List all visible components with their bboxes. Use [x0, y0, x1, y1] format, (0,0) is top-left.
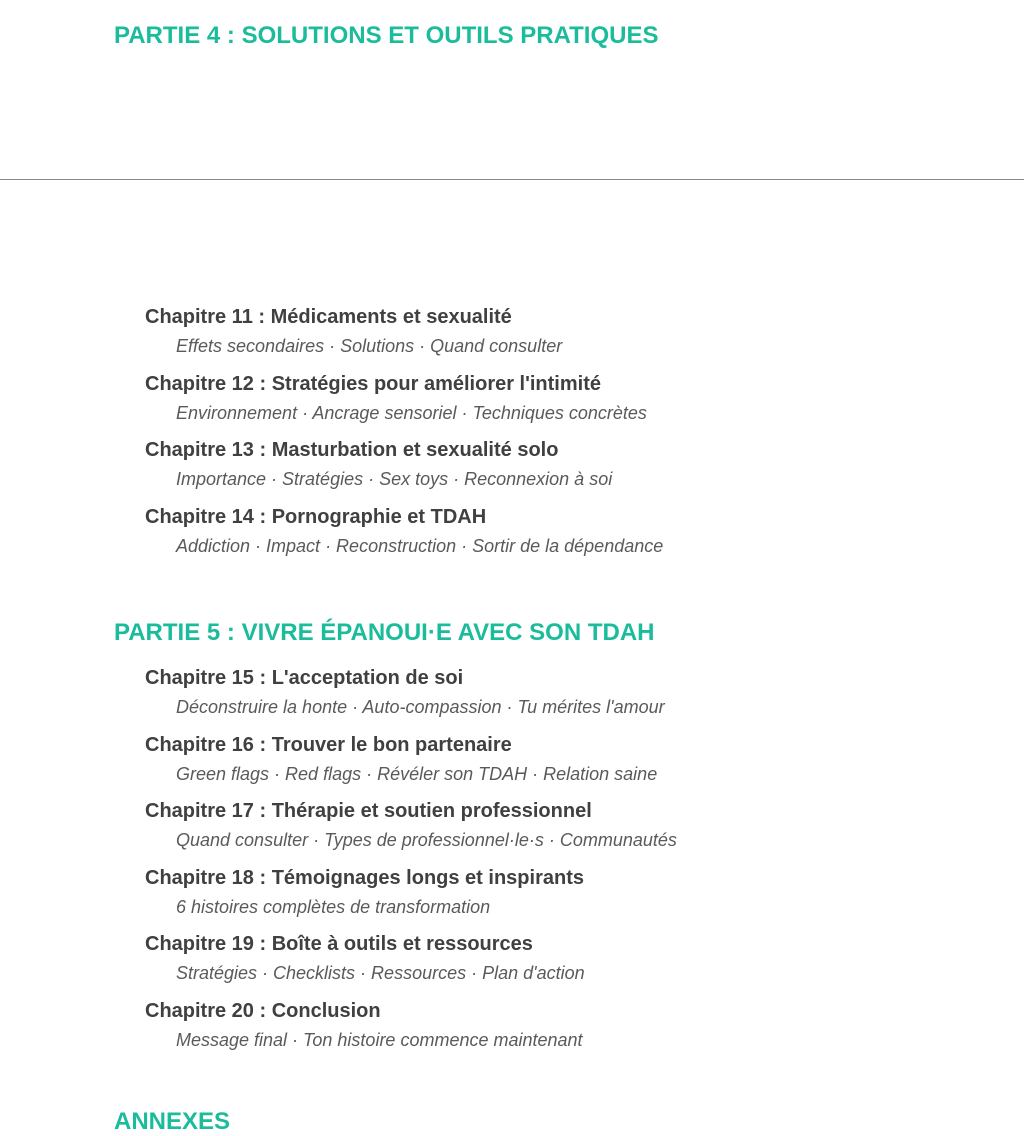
part-4-heading: PARTIE 4 : SOLUTIONS ET OUTILS PRATIQUES: [114, 22, 659, 49]
page-break-divider: [0, 179, 1024, 180]
chapter-20-entry: [145, 997, 677, 1064]
chapter-subtitle: Addiction · Impact · Reconstruction · Sortir de la dépendance: [176, 535, 664, 556]
chapter-subtitle: Environnement · Ancrage sensoriel · Techniques concrètes: [176, 402, 647, 423]
chapter-subtitle: 6 histoires complètes de transformation: [176, 896, 491, 917]
chapter-subtitle: Quand consulter · Types de professionnel·le·s · Communautés: [176, 830, 677, 851]
chapter-title: Chapitre 16 : Trouver le bon partenaire: [145, 733, 512, 756]
chapter-title: Chapitre 11 : Médicaments et sexualité: [145, 306, 512, 328]
chapter-subtitle: Effets secondaires · Solutions · Quand consulter: [176, 336, 563, 356]
chapter-title: Chapitre 17 : Thérapie et soutien professionnel: [145, 800, 592, 823]
part-5-heading: PARTIE 5 : VIVRE ÉPANOUI·E AVEC SON TDAH: [114, 619, 655, 646]
chapter-11-entry: [145, 303, 663, 370]
chapter-subtitle: Message final · Ton histoire commence maintenant: [176, 1029, 583, 1050]
chapter-title: Chapitre 12 : Stratégies pour améliorer l'intimité: [145, 372, 601, 395]
annexes-heading: ANNEXES: [114, 1108, 231, 1135]
chapter-14-entry: [145, 503, 663, 570]
chapter-title: Chapitre 19 : Boîte à outils et ressources: [145, 933, 533, 956]
chapter-15-entry: [145, 664, 677, 731]
part-5-chapter-list: [145, 664, 677, 1064]
chapter-title: Chapitre 13 : Masturbation et sexualité solo: [145, 439, 559, 462]
chapter-subtitle: Green flags · Red flags · Révéler son TDAH · Relation saine: [176, 763, 658, 784]
chapter-12-entry: [145, 370, 663, 437]
chapter-19-entry: [145, 930, 677, 997]
chapter-13-entry: [145, 436, 663, 503]
chapter-title: Chapitre 14 : Pornographie et TDAH: [145, 505, 487, 528]
chapter-subtitle: Importance · Stratégies · Sex toys · Reconnexion à soi: [176, 469, 613, 490]
chapter-16-entry: [145, 731, 677, 798]
chapter-title: Chapitre 20 : Conclusion: [145, 999, 381, 1022]
chapter-subtitle: Stratégies · Checklists · Ressources · Plan d'action: [176, 963, 585, 984]
chapter-18-entry: [145, 864, 677, 931]
chapter-17-entry: [145, 797, 677, 864]
chapter-subtitle: Déconstruire la honte · Auto-compassion · Tu mérites l'amour: [176, 697, 665, 717]
chapter-title: Chapitre 18 : Témoignages longs et inspirants: [145, 866, 584, 889]
part-4-chapter-list: [145, 303, 663, 569]
chapter-title: Chapitre 15 : L'acceptation de soi: [145, 667, 464, 689]
